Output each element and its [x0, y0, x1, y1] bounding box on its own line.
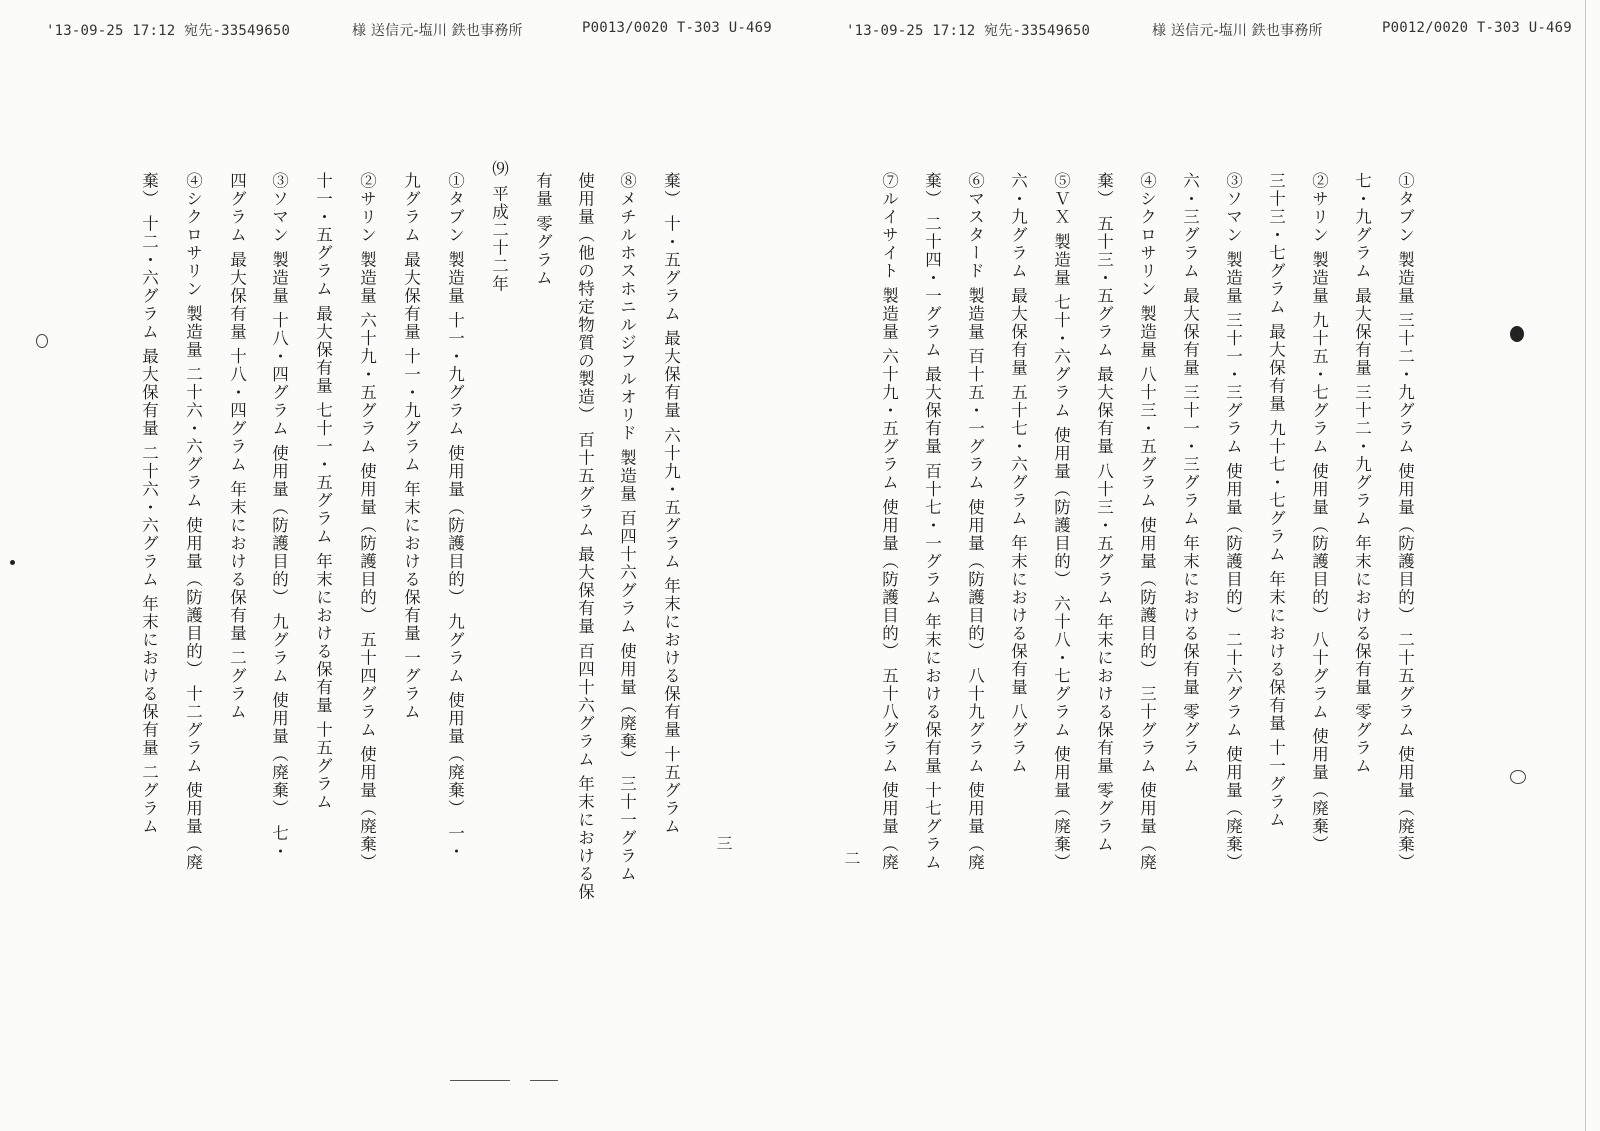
text-line: 七・九グラム 最大保有量 三十二・九グラム 年末における保有量 零グラム: [1352, 172, 1372, 775]
text-line: ①タブン 製造量 十一・九グラム 使用量（防護目的） 九グラム 使用量（廃棄） 一・: [445, 172, 465, 861]
text-line: ④シクロサリン 製造量 二十六・六グラム 使用量（防護目的） 十二グラム 使用量（廃: [183, 172, 203, 872]
fax-header: [0, 20, 800, 44]
section-heading: ⑼ 平成二十二年: [489, 160, 509, 293]
scan-artifact: [1510, 326, 1524, 342]
text-line: 九グラム 最大保有量 十一・九グラム 年末における保有量 一グラム: [401, 172, 421, 721]
text-line: ④シクロサリン 製造量 八十三・五グラム 使用量（防護目的） 三十グラム 使用量（廃: [1137, 172, 1157, 872]
scan-artifact: [450, 1080, 510, 1081]
text-line: 使用量（他の特定物質の製造） 百十五グラム 最大保有量 百四十六グラム 年末における保: [575, 172, 595, 901]
fax-page-counter: P0012/0020 T-303 U-469: [1382, 20, 1572, 36]
text-line: ⑧メチルホスホニルジフルオリド 製造量 百四十六グラム 使用量（廃棄） 三十一グラム: [617, 172, 637, 883]
scan-artifact: [36, 334, 48, 348]
text-line: 棄） 十・五グラム 最大保有量 六十九・五グラム 年末における保有量 十五グラム: [661, 172, 681, 836]
text-line: ②サリン 製造量 六十九・五グラム 使用量（防護目的） 五十四グラム 使用量（廃棄）: [357, 172, 377, 872]
text-line: 棄） 二十四・一グラム 最大保有量 百十七・一グラム 年末における保有量 十七グラム: [922, 172, 942, 872]
fax-timestamp: '13-09-25 17:12 宛先-33549650: [846, 23, 1091, 39]
text-line: ③ソマン 製造量 十八・四グラム 使用量（防護目的） 九グラム 使用量（廃棄） 七・: [269, 172, 289, 861]
text-line: 棄） 十二・六グラム 最大保有量 二十六・六グラム 年末における保有量 二グラム: [139, 172, 159, 836]
page-edge: [1585, 0, 1586, 1131]
text-line: 六・三グラム 最大保有量 三十一・三グラム 年末における保有量 零グラム: [1180, 172, 1200, 775]
text-line: 有量 零グラム: [533, 172, 553, 287]
fax-timestamp: '13-09-25 17:12 宛先-33549650: [46, 23, 291, 39]
page-number: 三: [714, 835, 733, 851]
text-line: 十一・五グラム 最大保有量 七十一・五グラム 年末における保有量 十五グラム: [313, 172, 333, 811]
scan-artifact: [1510, 770, 1526, 784]
text-line: 棄） 五十三・五グラム 最大保有量 八十三・五グラム 年末における保有量 零グラム: [1094, 172, 1114, 854]
page-number: 二: [842, 850, 861, 866]
fax-sender: 様 送信元-塩川 鉄也事務所: [1152, 23, 1323, 39]
text-line: ⑥マスタード 製造量 百十五・一グラム 使用量（防護目的） 八十九グラム 使用量（廃: [965, 172, 985, 872]
scan-artifact: [530, 1080, 558, 1081]
text-line: ⑦ルイサイト 製造量 六十九・五グラム 使用量（防護目的） 五十八グラム 使用量（廃: [879, 172, 899, 872]
fax-page-counter: P0013/0020 T-303 U-469: [582, 20, 772, 36]
text-line: ①タブン 製造量 三十二・九グラム 使用量（防護目的） 二十五グラム 使用量（廃棄）: [1395, 172, 1415, 872]
fax-page-right: [800, 0, 1600, 1131]
text-line: 六・九グラム 最大保有量 五十七・六グラム 年末における保有量 八グラム: [1008, 172, 1028, 775]
text-line: ③ソマン 製造量 三十一・三グラム 使用量（防護目的） 二十六グラム 使用量（廃棄）: [1223, 172, 1243, 872]
text-line: ⑤ＶＸ 製造量 七十・六グラム 使用量（防護目的） 六十八・七グラム 使用量（廃棄）: [1051, 172, 1071, 872]
scan-artifact: [10, 560, 15, 565]
text-line: ②サリン 製造量 九十五・七グラム 使用量（防護目的） 八十グラム 使用量（廃棄）: [1309, 172, 1329, 854]
fax-sender: 様 送信元-塩川 鉄也事務所: [352, 23, 523, 39]
text-line: 三十三・七グラム 最大保有量 九十七・七グラム 年末における保有量 十一グラム: [1266, 172, 1286, 829]
text-line: 四グラム 最大保有量 十八・四グラム 年末における保有量 二グラム: [227, 172, 247, 721]
fax-header: [800, 20, 1600, 44]
